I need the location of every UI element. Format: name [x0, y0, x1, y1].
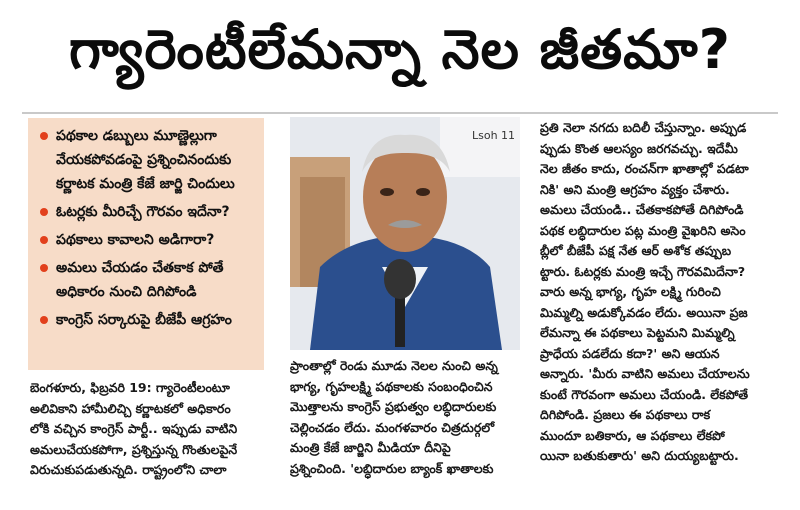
article-line: విరుచుకుపడుతున్నది. రాష్ట్రంలోని చాలా	[30, 462, 227, 477]
highlights-box	[28, 118, 264, 370]
article-line: బ్లీలో బీజేపీ పక్ష నేత ఆర్ అశోక తప్పుబ	[540, 243, 732, 258]
article-line: ప్రాంతాల్లో రెండు మూడు నెలల నుంచి అన్న	[290, 358, 498, 373]
article-line: ముందూ బతికారు, ఆ పథకాలు లేకపో	[540, 427, 725, 443]
highlight-item	[38, 124, 258, 196]
article-line: ప్రశ్నించింది. 'లబ్ధిదారుల బ్యాంక్ ఖాతాలకు	[290, 460, 494, 476]
headline-divider	[22, 112, 778, 114]
article-subheading: అమలు చేయండి.. చేతకాకపోతే దిగిపోండి	[540, 202, 744, 217]
highlight-text: కాంగ్రెస్ సర్కారుపై బీజేపీ ఆగ్రహం	[56, 312, 232, 328]
article-line: ట్టారు. ఓటర్లకు మంత్రి ఇచ్చే గౌరవమిదేనా?	[540, 263, 746, 279]
highlights-list	[38, 124, 258, 332]
news-photo	[290, 117, 520, 350]
article-line: ప్రతి నెలా నగదు బదిలీ చేస్తున్నాం. అప్పుడ	[540, 120, 747, 135]
article-line: అన్నారు. 'మీరు వాటిని అమలు చేయాలను	[540, 366, 750, 381]
highlight-item	[38, 228, 258, 252]
article-line: ప్రాధేయ పడలేదు కదా?' అని ఆయన	[540, 345, 720, 361]
highlight-item	[38, 256, 258, 304]
article-line: పథక లబ్ధిదారుల పట్ల మంత్రి వైఖరిని అసెం	[540, 222, 746, 238]
article-column-2	[290, 356, 528, 479]
highlight-text: అమలు చేయడం చేతకాక పోతే అధికారం నుంచి దిగిపోండి	[56, 260, 224, 300]
article-line: లేమన్నా ఈ పథకాలు పెట్టమని మిమ్మల్ని	[540, 325, 735, 340]
highlight-text: ఓటర్లకు మీరిచ్చే గౌరవం ఇదేనా?	[56, 204, 230, 220]
article-line: లోకి వచ్చిన కాంగ్రెస్ పార్టీ.. ఇప్పుడు వాటిని	[30, 421, 238, 436]
article-line: నెల జీతం కాదు, రంచన్‌గా ఖాతాల్లో పడటా	[540, 161, 749, 176]
highlight-item	[38, 200, 258, 224]
bullet-icon	[40, 316, 48, 324]
highlight-text: పథకాల డబ్బులు మూణ్ణెల్లుగా వేయకపోవడంపై ప్రశ్నించినందుకు కర్ణాటక మంత్రి కేజే జార్జి చిందులు	[56, 128, 235, 192]
article-line: దిగిపోండి. ప్రజలు ఈ పథకాలు రాక	[540, 407, 711, 422]
article-column-3	[540, 118, 786, 467]
highlight-item	[38, 308, 258, 332]
article-line: నికి' అని మంత్రి ఆగ్రహం వ్యక్తం చేశారు.	[540, 181, 730, 197]
bullet-icon	[40, 208, 48, 216]
highlight-text: పథకాలు కావాలని అడిగారా?	[56, 232, 215, 248]
headline: గ్యారెంటీలేమన్నా నెల జీతమా?	[69, 17, 731, 81]
article-line: కుంటే గౌరవంగా అమలు చేయండి. లేకపోతే	[540, 386, 749, 402]
politician-with-microphone-icon	[290, 117, 520, 350]
article-line: ప్పుడు కొంత ఆలస్యం జరగవచ్చు. ఇదేమీ	[540, 140, 738, 156]
article-line: భాగ్య, గృహలక్ష్మి పథకాలకు సంబంధించిన	[290, 378, 493, 394]
article-line: మంత్రి కేజే జార్జిని మీడియా దీనిపై	[290, 440, 451, 455]
article-line: మిమ్మల్ని అడుక్కోవడం లేదు. అయినా ప్రజ	[540, 304, 748, 320]
article-line: చెల్లించడం లేదు. మంగళవారం చిత్రదుర్గలో	[290, 419, 495, 435]
bullet-icon	[40, 132, 48, 140]
article-line: బెంగళూరు, ఫిబ్రవరి 19: గ్యారెంటీలంటూ	[30, 380, 230, 395]
article-line: అలివికాని హామీలిచ్చి కర్ణాటకలో అధికారం	[30, 400, 231, 416]
bullet-icon	[40, 236, 48, 244]
article-line: అమలుచేయకపోగా, ప్రశ్నిస్తున్న గొంతులపైనే	[30, 441, 238, 457]
article-line: యినా బతుకుతారు' అని దుయ్యబట్టారు.	[540, 448, 739, 463]
bullet-icon	[40, 264, 48, 272]
banner-text: Lsoh 11	[472, 129, 516, 142]
article-line: మొత్తాలను కాంగ్రెస్ ప్రభుత్వం లబ్ధిదారులకు	[290, 399, 497, 414]
article-line: వారు అన్న భాగ్య, గృహ లక్ష్మి గురించి	[540, 284, 721, 299]
article-column-1	[30, 378, 282, 481]
